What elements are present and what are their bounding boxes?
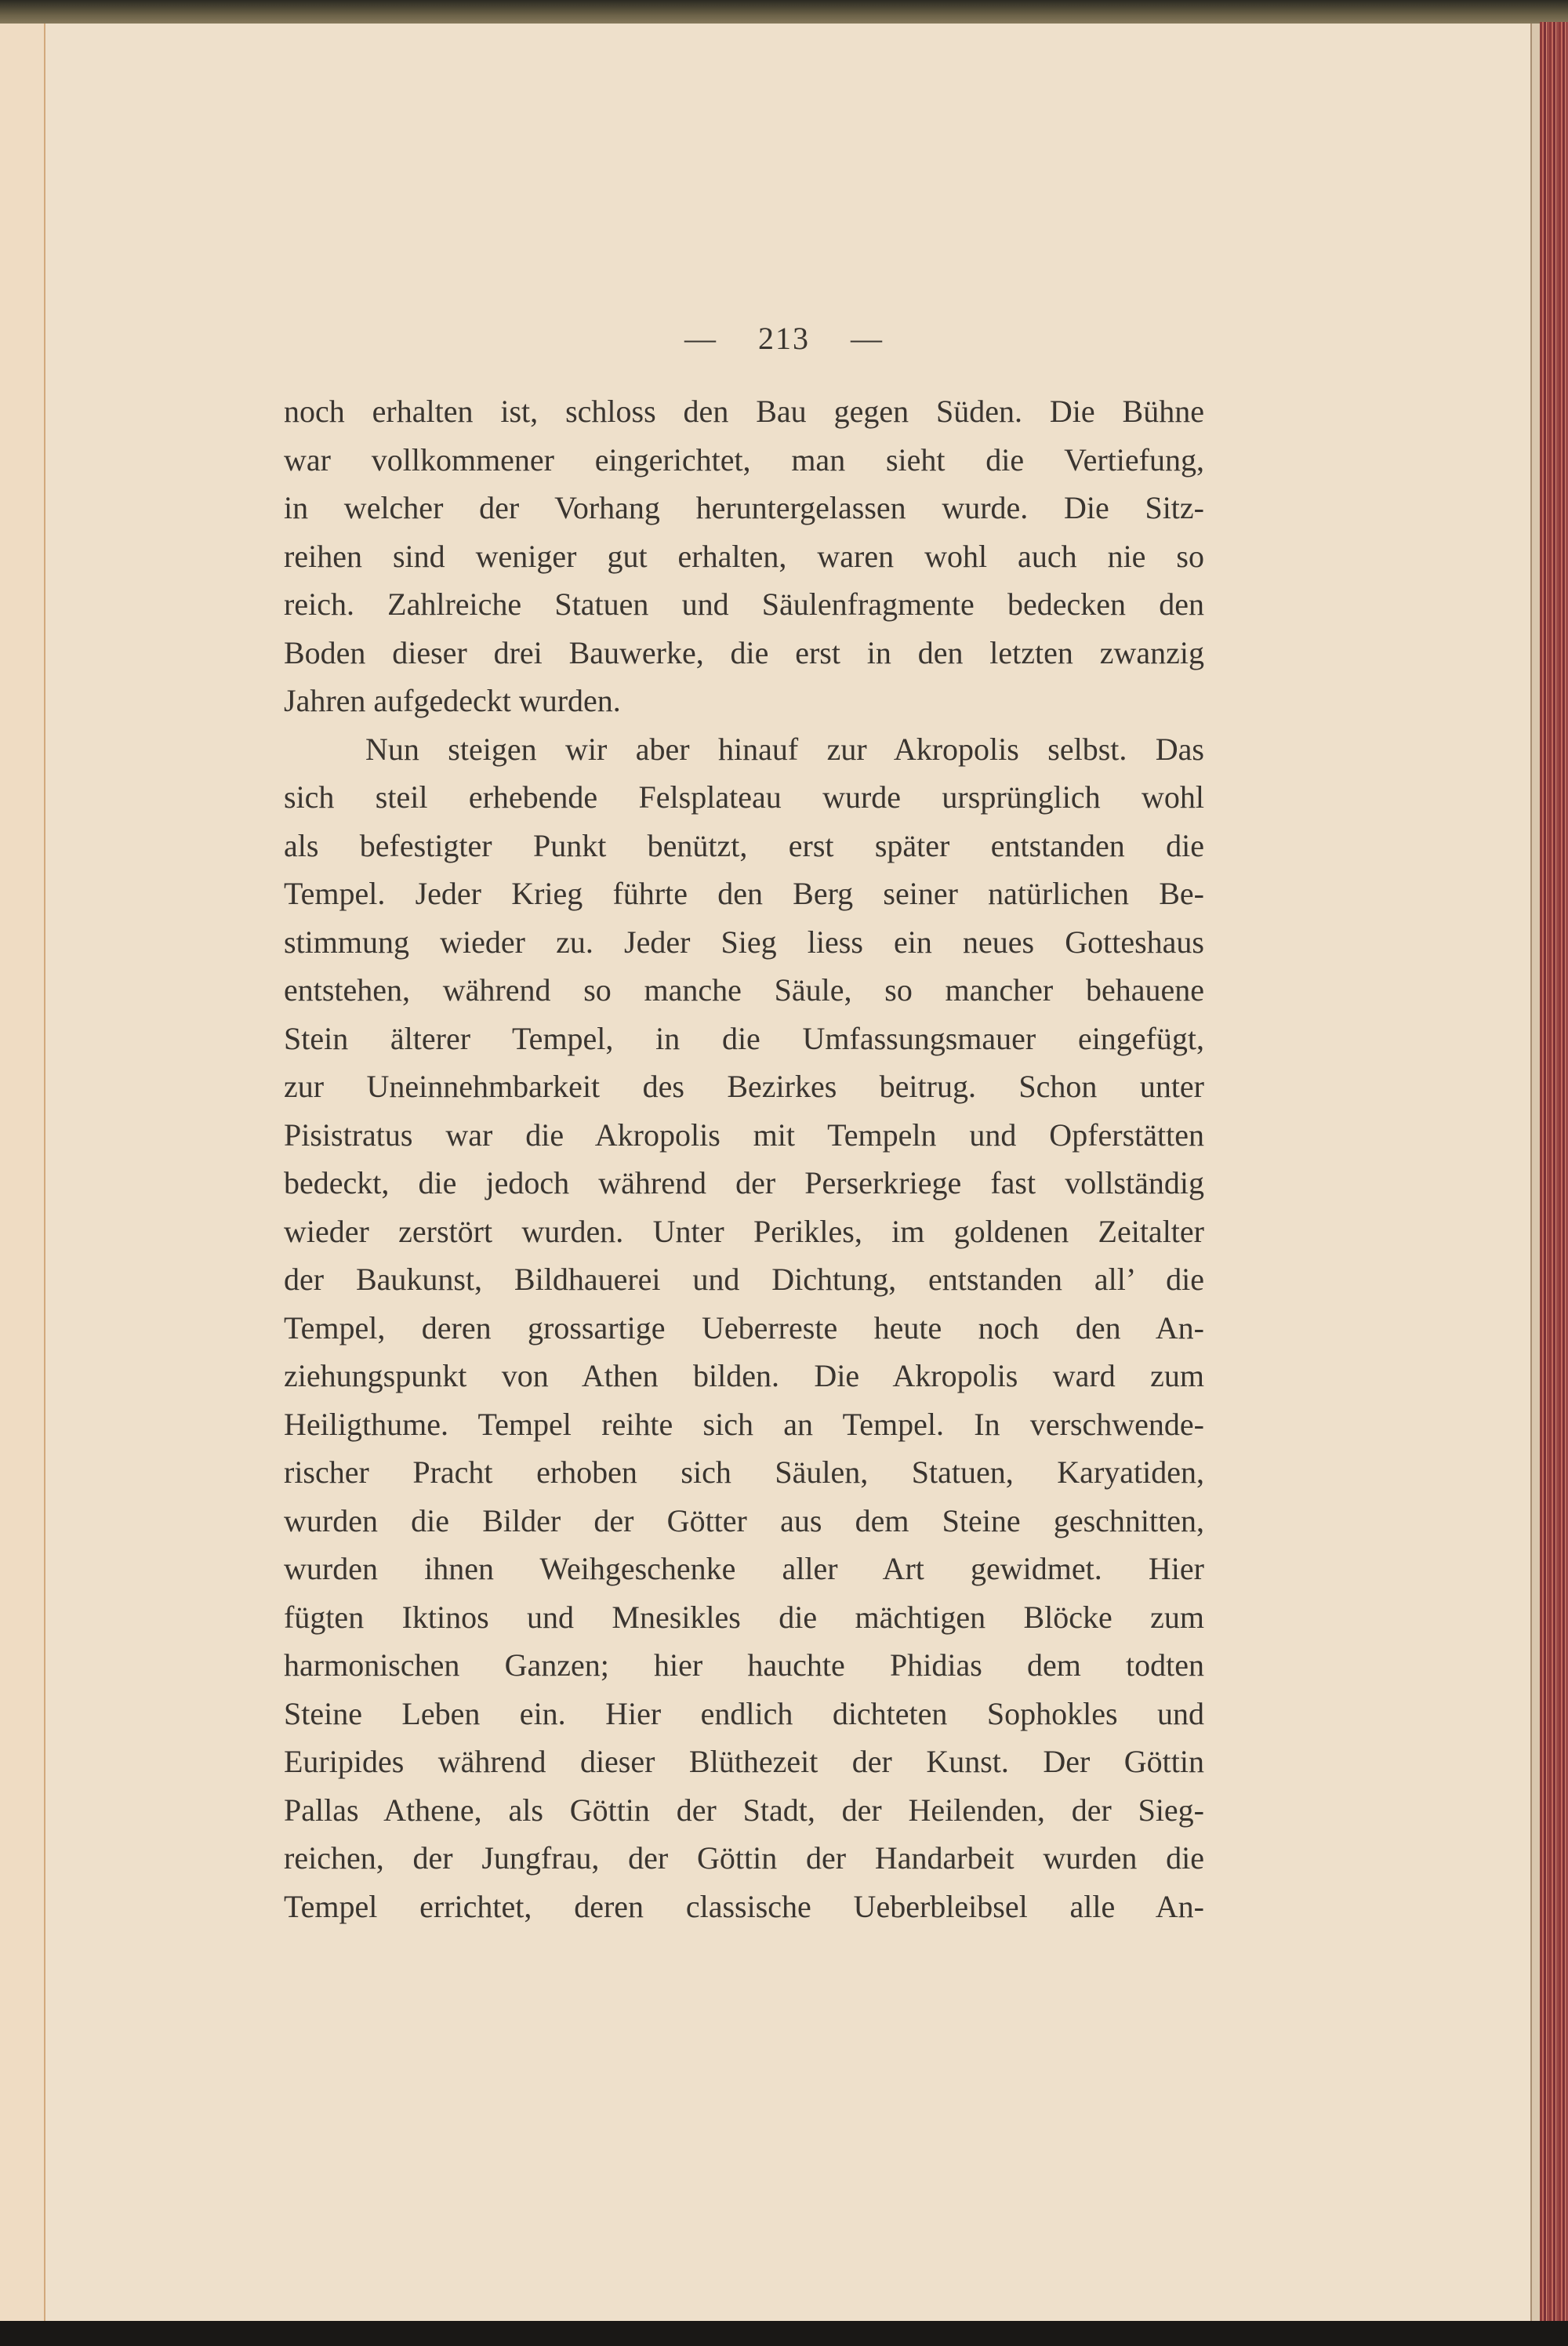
- text-line: rischer Pracht erhoben sich Säulen, Statuen, Karyatiden,: [284, 1454, 1204, 1490]
- scanner-background-top: [0, 0, 1568, 25]
- facing-page-edge: [0, 24, 44, 2322]
- dash-left: —: [684, 321, 717, 356]
- text-line: wurden die Bilder der Götter aus dem Steine geschnitten,: [284, 1502, 1204, 1538]
- text-line: reihen sind weniger gut erhalten, waren wohl auch nie so: [284, 538, 1204, 574]
- body-text: [284, 387, 1204, 1930]
- text-line: zur Uneinnehmbarkeit des Bezirkes beitrug. Schon unter: [284, 1069, 1204, 1104]
- text-line: Pisistratus war die Akropolis mit Tempeln und Opferstätten: [284, 1117, 1204, 1153]
- paragraph: [284, 387, 1204, 725]
- text-line: Heiligthume. Tempel reihte sich an Tempel. In verschwende-: [284, 1406, 1204, 1442]
- text-line: Stein älterer Tempel, in die Umfassungsmauer eingefügt,: [284, 1020, 1204, 1056]
- text-line: Tempel, deren grossartige Ueberreste heute noch den An-: [284, 1309, 1204, 1346]
- text-line: sich steil erhebende Felsplateau wurde ursprünglich wohl: [284, 779, 1204, 815]
- text-line: ziehungspunkt von Athen bilden. Die Akropolis ward zum: [284, 1358, 1204, 1393]
- text-line: in welcher der Vorhang heruntergelassen wurde. Die Sitz-: [284, 490, 1204, 525]
- gutter-line: [44, 24, 45, 2322]
- page-block-edges: [1540, 22, 1568, 2327]
- text-line: war vollkommener eingerichtet, man sieht die Vertiefung,: [284, 441, 1204, 478]
- text-line: wurden ihnen Weihgeschenke aller Art gewidmet. Hier: [284, 1551, 1204, 1586]
- scanner-background-bottom: [0, 2321, 1568, 2346]
- text-line: Jahren aufgedeckt wurden.: [284, 683, 621, 718]
- text-line: entstehen, während so manche Säule, so mancher behauene: [284, 972, 1204, 1008]
- text-line: reichen, der Jungfrau, der Göttin der Handarbeit wurden die: [284, 1840, 1204, 1876]
- text-line: Boden dieser drei Bauwerke, die erst in den letzten zwanzig: [284, 634, 1204, 670]
- text-line: Pallas Athene, als Göttin der Stadt, der Heilenden, der Sieg-: [284, 1792, 1204, 1828]
- text-line: noch erhalten ist, schloss den Bau gegen Süden. Die Bühne: [284, 394, 1204, 429]
- paragraph: [284, 725, 1204, 1931]
- text-line: Tempel errichtet, deren classische Ueberbleibsel alle An-: [284, 1888, 1204, 1924]
- text-line: bedeckt, die jedoch während der Perserkriege fast vollständig: [284, 1165, 1204, 1200]
- text-line: als befestigter Punkt benützt, erst später entstanden die: [284, 827, 1204, 863]
- page-number: [0, 320, 1568, 357]
- text-line: reich. Zahlreiche Statuen und Säulenfragmente bedecken den: [284, 586, 1204, 622]
- page-number-value: 213: [758, 321, 810, 356]
- text-line: harmonischen Ganzen; hier hauchte Phidias dem todten: [284, 1647, 1204, 1683]
- text-line: Euripides während dieser Blüthezeit der Kunst. Der Göttin: [284, 1744, 1204, 1779]
- text-line: der Baukunst, Bildhauerei und Dichtung, entstanden all’ die: [284, 1262, 1204, 1297]
- dash-right: —: [851, 321, 884, 356]
- text-line: Nun steigen wir aber hinauf zur Akropolis selbst. Das: [365, 731, 1204, 767]
- text-line: wieder zerstört wurden. Unter Perikles, im goldenen Zeitalter: [284, 1213, 1204, 1249]
- text-line: fügten Iktinos und Mnesikles die mächtigen Blöcke zum: [284, 1599, 1204, 1635]
- text-line: Tempel. Jeder Krieg führte den Berg seiner natürlichen Be-: [284, 876, 1204, 911]
- text-line: Steine Leben ein. Hier endlich dichteten Sophokles und: [284, 1695, 1204, 1731]
- text-line: stimmung wieder zu. Jeder Sieg liess ein neues Gotteshaus: [284, 924, 1204, 960]
